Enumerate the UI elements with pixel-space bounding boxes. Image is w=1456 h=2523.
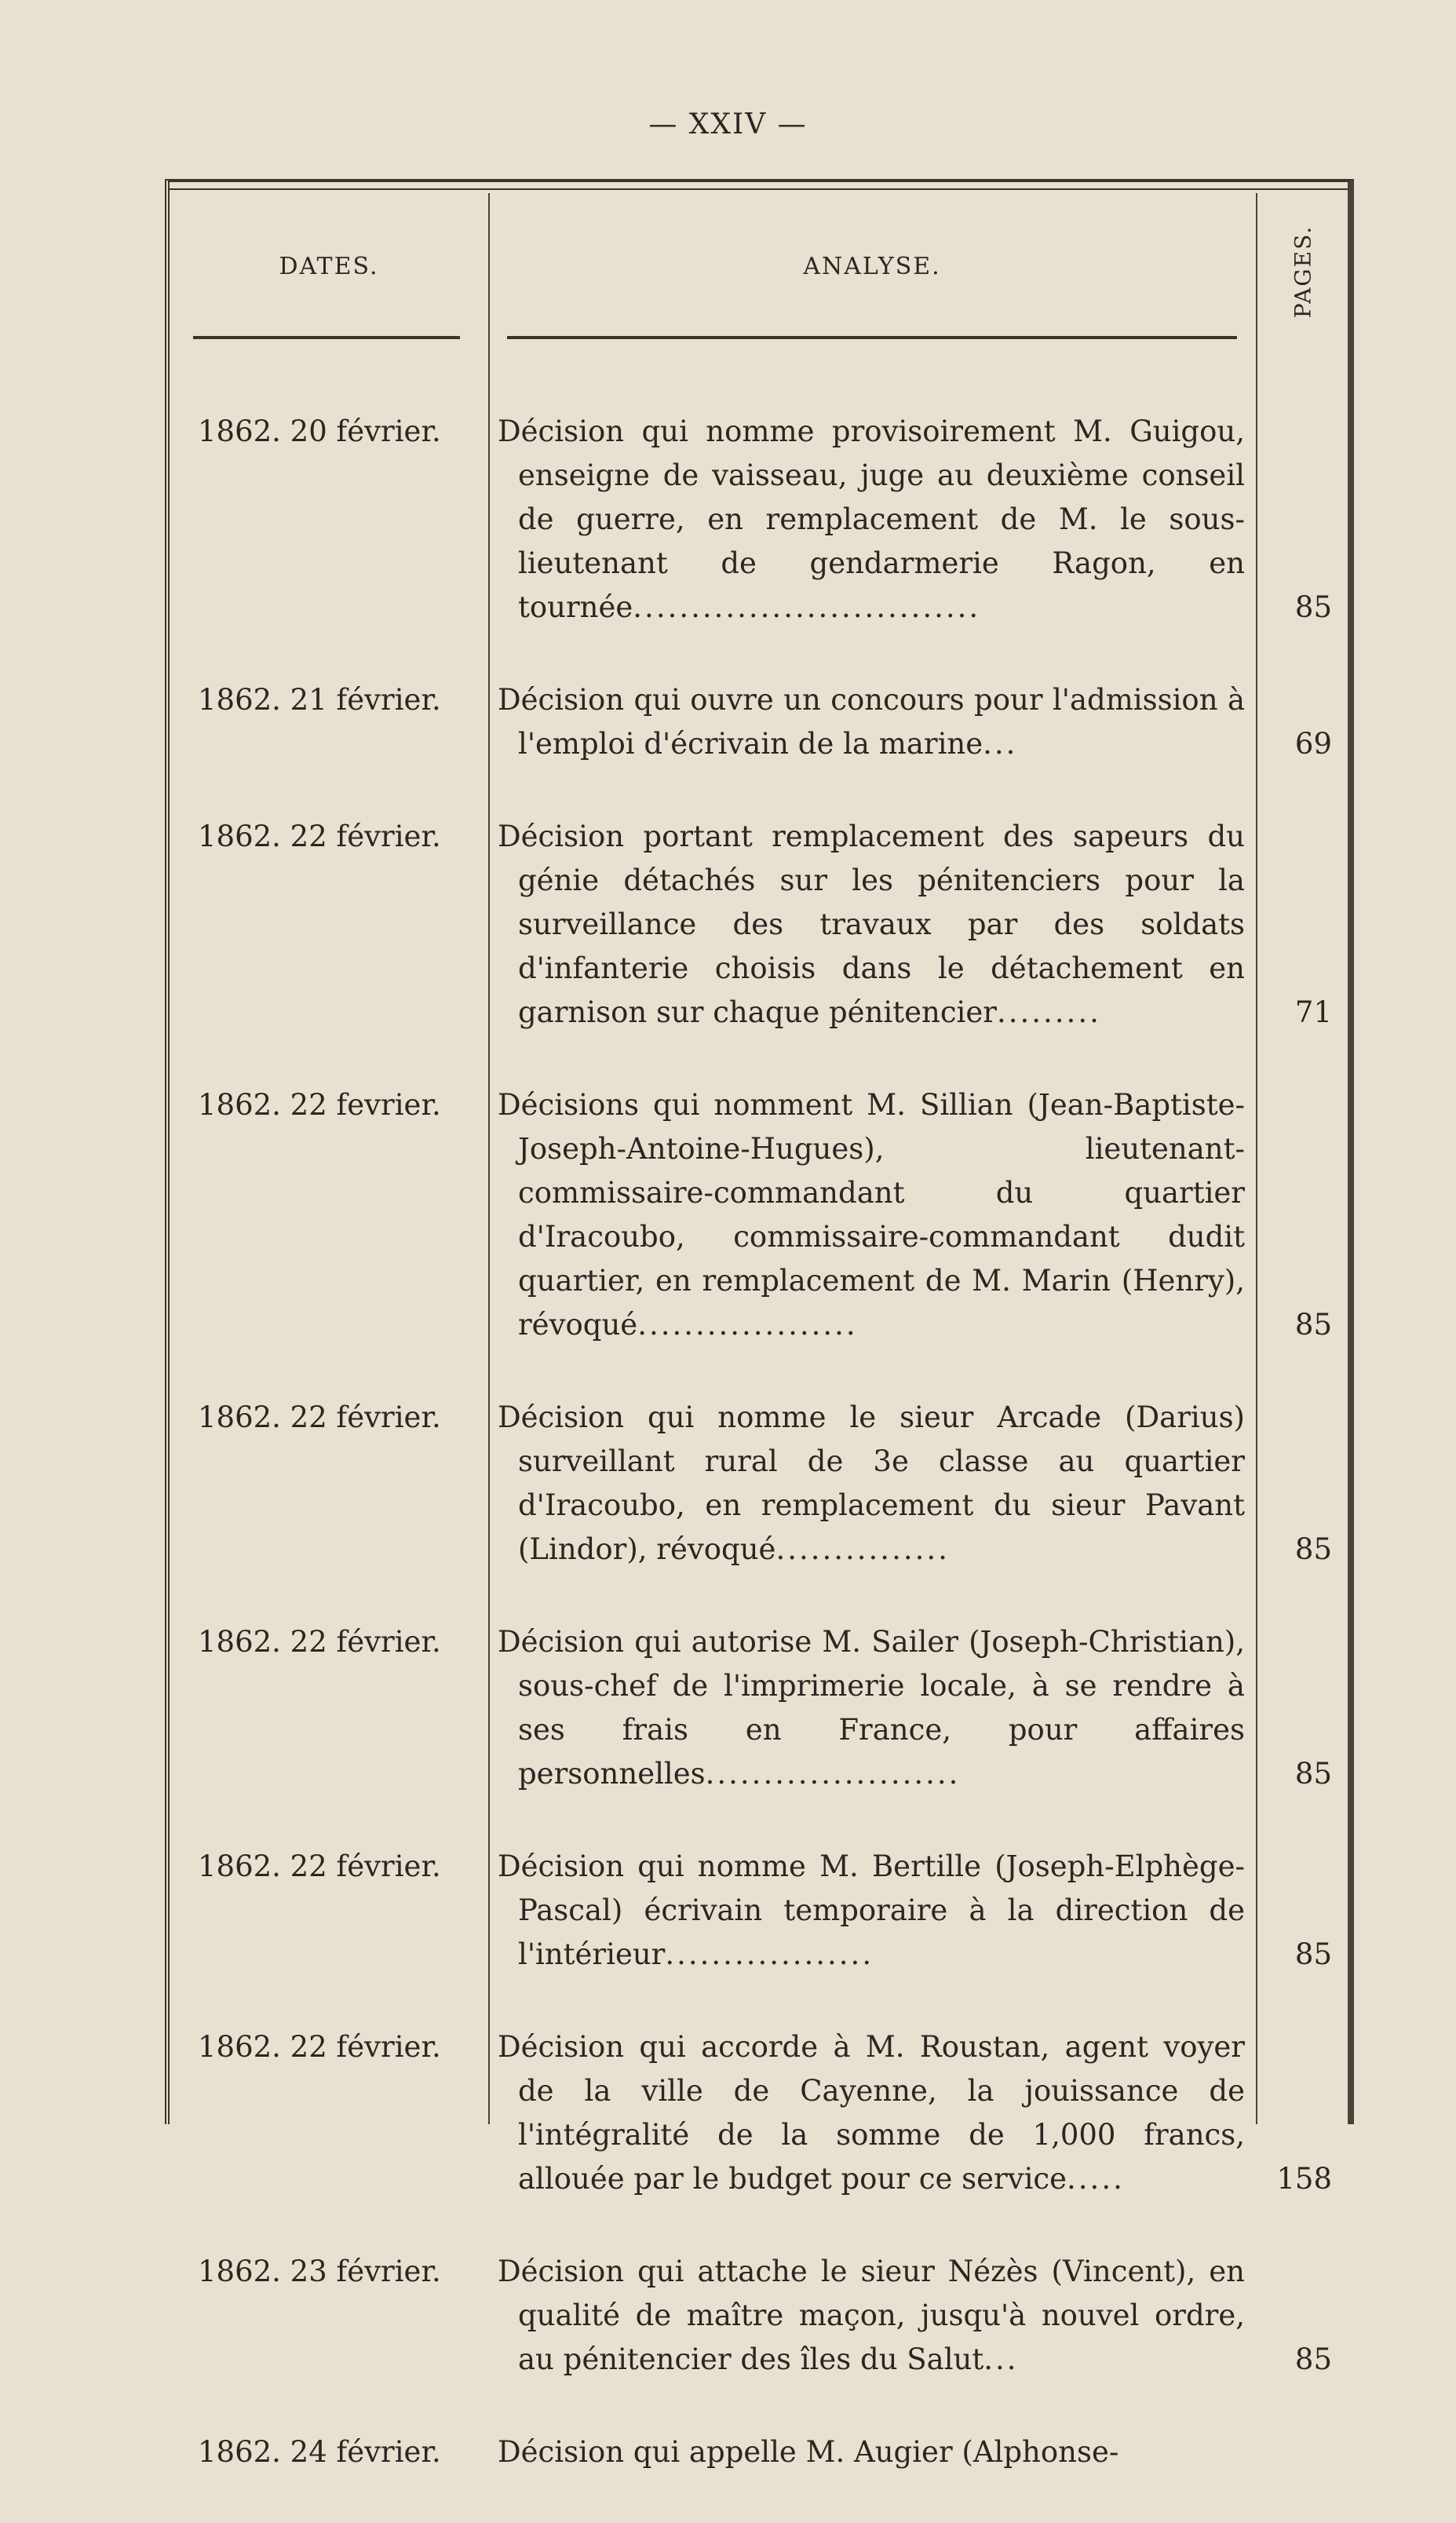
header-rule-dates [193,336,460,339]
entry-page: 85 [1294,1308,1332,1342]
entry-text: Décisions qui nomment M. Sillian (Jean-Baptiste-Joseph-Antoine-Hugues), lieutenant-commissaire-commandant du quartier d'Iracoubo, commissaire-commandant dudit quartier, en remplacement de M. Marin (Henry), révoqué [498,1088,1245,1342]
entry-date: 1862. 23 février. [198,2255,441,2288]
entry-leader-dots: ......... [996,995,1101,1029]
entry-text: Décision qui attache le sieur Nézès (Vincent), en qualité de maître maçon, jusqu'à nouvel ordre, au pénitencier des îles du Salut [498,2255,1245,2376]
entry-text: Décision qui nomme provisoirement M. Guigou, enseigne de vaisseau, juge au deuxième conseil de guerre, en remplacement de M. le sous-lieutenant de gendarmerie Ragon, en tournée [498,414,1245,624]
entry-analysis [498,1083,1245,1347]
entry-analysis [498,1396,1245,1572]
table-row [170,410,1351,630]
entry-leader-dots: ... [983,727,1018,761]
entry-date: 1862. 22 février. [198,820,441,853]
entry-date: 1862. 22 fevrier. [198,1088,441,1122]
entry-analysis [498,678,1245,766]
entry-analysis [498,2430,1245,2474]
table-row [170,1620,1351,1796]
table-row [170,2250,1351,2382]
entry-date: 1862. 20 février. [198,414,441,448]
entry-page: 85 [1294,1937,1332,1971]
entry-page: 85 [1294,1757,1332,1791]
table-row [170,1083,1351,1347]
entry-analysis [498,2250,1245,2382]
header-dates: DATES. [279,253,379,280]
entry-leader-dots: .............................. [633,590,981,624]
entry-text: Décision qui nomme le sieur Arcade (Darius) surveillant rural de 3e classe au quartier d'Iracoubo, en remplacement du sieur Pavant (Lindor), révoqué [498,1400,1245,1566]
entry-date: 1862. 24 février. [198,2435,441,2469]
entry-date: 1862. 22 février. [198,1400,441,1434]
header-pages [1256,193,1350,350]
entry-date: 1862. 22 février. [198,1625,441,1659]
page-number: — XXIV — [648,108,808,141]
entry-list [170,410,1351,2523]
entry-date: 1862. 22 février. [198,2030,441,2064]
entry-text: Décision qui ouvre un concours pour l'admission à l'emploi d'écrivain de la marine [498,683,1245,761]
entry-text: Décision qui appelle M. Augier (Alphonse- [498,2435,1119,2469]
header-rule-analyse [507,336,1237,339]
entry-analysis [498,2025,1245,2201]
table-row [170,1396,1351,1572]
entry-page: 158 [1276,2162,1332,2196]
header-analyse: ANALYSE. [803,253,941,280]
entry-analysis [498,1845,1245,1977]
entry-text: Décision qui nomme M. Bertille (Joseph-Elphège-Pascal) écrivain temporaire à la direction de l'intérieur [498,1849,1245,1971]
entry-text: Décision qui accorde à M. Roustan, agent voyer de la ville de Cayenne, la jouissance de l'intégralité de la somme de 1,000 francs, allouée par le budget pour ce service [498,2030,1245,2196]
entry-page: 69 [1294,727,1332,761]
entry-leader-dots: ................... [637,1308,858,1342]
entry-analysis [498,410,1245,630]
entry-leader-dots: ............... [775,1532,950,1566]
entry-date: 1862. 21 février. [198,683,441,717]
table-row [170,2430,1351,2474]
index-table [165,179,1354,2469]
entry-analysis [498,815,1245,1035]
entry-leader-dots: ... [983,2342,1019,2376]
entry-page: 85 [1294,1532,1332,1566]
entry-leader-dots: ...................... [705,1757,961,1791]
entry-leader-dots: ..... [1067,2162,1125,2196]
entry-page: 71 [1294,995,1332,1029]
entry-analysis [498,1620,1245,1796]
table-row [170,2025,1351,2201]
entry-text: Décision portant remplacement des sapeurs du génie détachés sur les pénitenciers pour la surveillance des travaux par des soldats d'infanterie choisis dans le détachement en garnison sur chaque pénitencier [498,820,1245,1029]
entry-text: Décision qui autorise M. Sailer (Joseph-Christian), sous-chef de l'imprimerie locale, à se rendre à ses frais en France, pour affaires personnelles [498,1625,1245,1791]
table-row [170,678,1351,766]
table-top-rule [170,188,1348,190]
entry-leader-dots: .................. [665,1937,874,1971]
entry-page: 85 [1294,590,1332,624]
entry-date: 1862. 22 février. [198,1849,441,1883]
table-row [170,815,1351,1035]
table-row [170,1845,1351,1977]
entry-page: 85 [1294,2342,1332,2376]
header-pages-label: PAGES. [1290,225,1316,319]
